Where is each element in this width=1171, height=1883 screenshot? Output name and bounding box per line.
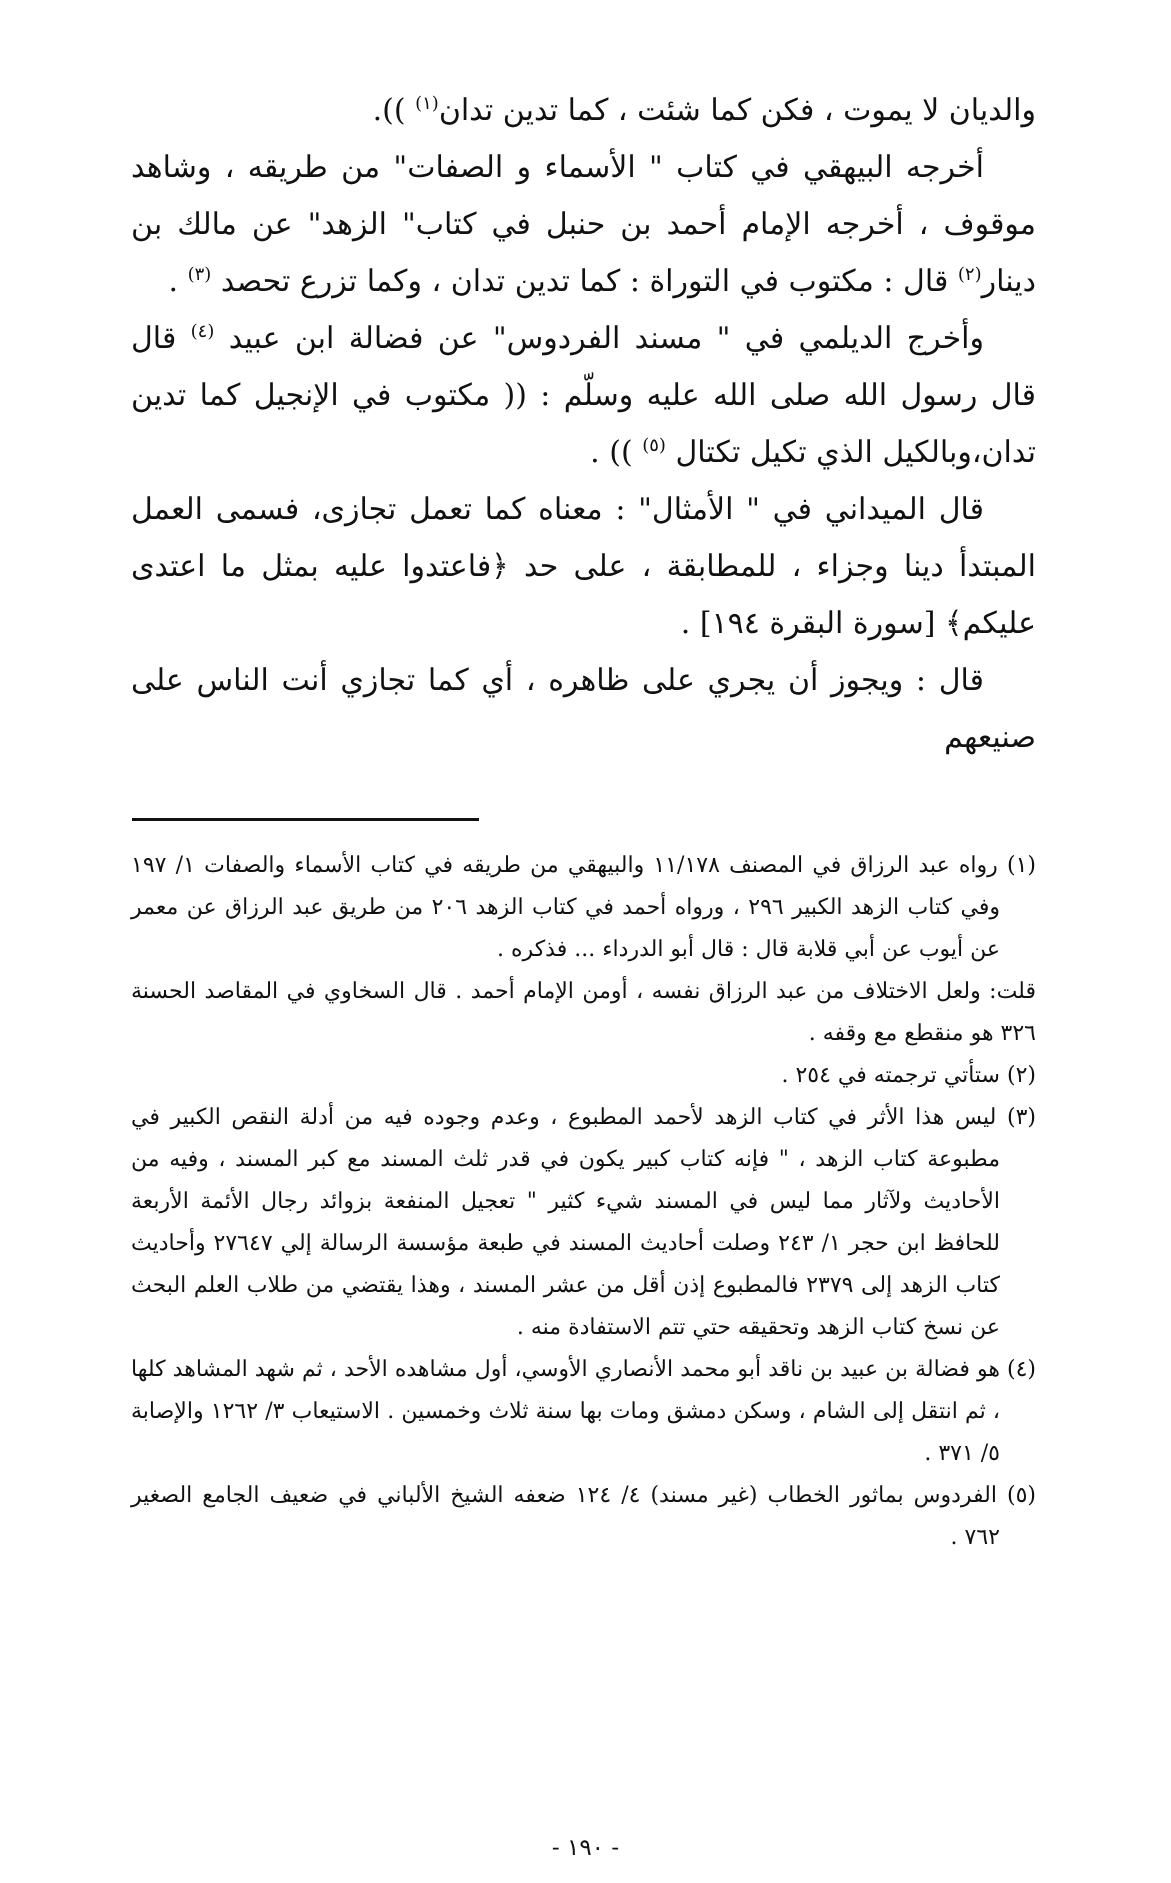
main-text-body: [131, 82, 1036, 766]
paragraph-3: [131, 310, 1036, 481]
paragraph-3-text-a: وأخرج الديلمي في " مسند الفردوس" عن فضالة ابن عبيد: [214, 321, 984, 356]
footnote-4: (٤) هو فضالة بن عبيد بن ناقد أبو محمد الأنصاري الأوسي، أول مشاهده الأحد ، ثم شهد المشاهد كلها ، ثم انتقل إلى الشام ، وسكن دمشق ومات بها سنة ثلاث وخمسين . الاستيعاب ٣/ ١٢٦٢ والإصابة ٥/ ٣٧١ .: [131, 1357, 1036, 1466]
footnote-ref-1: (١): [415, 93, 439, 114]
paragraph-1-text: والديان لا يموت ، فكن كما شئت ، كما تدين تدان: [438, 93, 1036, 128]
paragraph-2-text-a: أخرجه البيهقي في كتاب " الأسماء و الصفات" من طريقه ، وشاهد موقوف ، أخرجه الإمام أحمد بن حنبل في كتاب" الزهد" عن مالك بن دينار: [131, 150, 1036, 299]
paragraph-2-end: .: [168, 264, 188, 299]
footnote-ref-3: (٣): [187, 264, 212, 285]
footnotes-section: [131, 845, 1036, 1559]
footnote-3: (٣) ليس هذا الأثر في كتاب الزهد لأحمد المطبوع ، وعدم وجوده فيه من أدلة النقص الكبير في مطبوعة كتاب الزهد ، " فإنه كتاب كبير يكون في قدر ثلث المسند مع كبر المسند ، وفيه من الأحاديث ولآثار مما ليس في المسند شيء كثير " تعجيل المنفعة بزوائد رجال الأئمة الأربعة للحافظ ابن حجر ١/ ٢٤٣ وصلت أحاديث المسند في طبعة مؤسسة الرسالة إلي ٢٧٦٤٧ وأحاديث كتاب الزهد إلى ٢٣٧٩ فالمطبوع إذن أقل من عشر المسند ، وهذا يقتضي من طلاب العلم البحث عن نسخ كتاب الزهد وتحقيقه حتي تتم الاستفادة منه .: [131, 1105, 1036, 1340]
paragraph-5: قال : ويجوز أن يجري على ظاهره ، أي كما تجازي أنت الناس على صنيعهم: [131, 663, 1036, 755]
footnote-ref-4: (٤): [190, 321, 215, 342]
paragraph-3-end: )) .: [590, 435, 643, 470]
footnote-ref-2: (٢): [957, 264, 982, 285]
paragraph-3-text-b: قال قال رسول الله صلى الله عليه وسلّم : (( مكتوب في الإنجيل كما تدين تدان،وبالكيل الذي تكيل تكتال: [131, 321, 1036, 470]
paragraph-4: قال الميداني في " الأمثال" : معناه كما تعمل تجازى، فسمى العمل المبتدأ دينا وجزاء ، للمطابقة ، على حد ﴿فاعتدوا عليه بمثل ما اعتدى عليكم﴾ [سورة البقرة ١٩٤] .: [131, 492, 1036, 641]
footnote-ref-5: (٥): [642, 435, 666, 456]
paragraph-2-text-b: قال : مكتوب في التوراة : كما تدين تدان ، وكما تزرع تحصد: [211, 264, 958, 299]
footnote-separator: [132, 818, 479, 821]
page-number: - ١٩٠ -: [551, 1835, 620, 1861]
footnote-2: (٢) ستأتي ترجمته في ٢٥٤ .: [781, 1063, 1036, 1088]
footnote-1-continuation: قلت: ولعل الاختلاف من عبد الرزاق نفسه ، أومن الإمام أحمد . قال السخاوي في المقاصد الحسنة ٣٢٦ هو منقطع مع وقفه .: [131, 979, 1036, 1046]
paragraph-1-end: )).: [372, 93, 416, 128]
footnote-1: (١) رواه عبد الرزاق في المصنف ١١/١٧٨ والبيهقي من طريقه في كتاب الأسماء والصفات ١/ ١٩٧ وفي كتاب الزهد الكبير ٢٩٦ ، ورواه أحمد في كتاب الزهد ٢٠٦ من طريق عبد الرزاق عن معمر عن أيوب عن أبي قلابة قال : قال أبو الدرداء ... فذكره .: [131, 853, 1037, 962]
paragraph-1: [131, 82, 1036, 139]
footnote-5: (٥) الفردوس بماثور الخطاب (غير مسند) ٤/ ١٢٤ ضعفه الشيخ الألباني في ضعيف الجامع الصغير ٧٦٢ .: [131, 1483, 1036, 1550]
paragraph-2: [131, 139, 1036, 310]
